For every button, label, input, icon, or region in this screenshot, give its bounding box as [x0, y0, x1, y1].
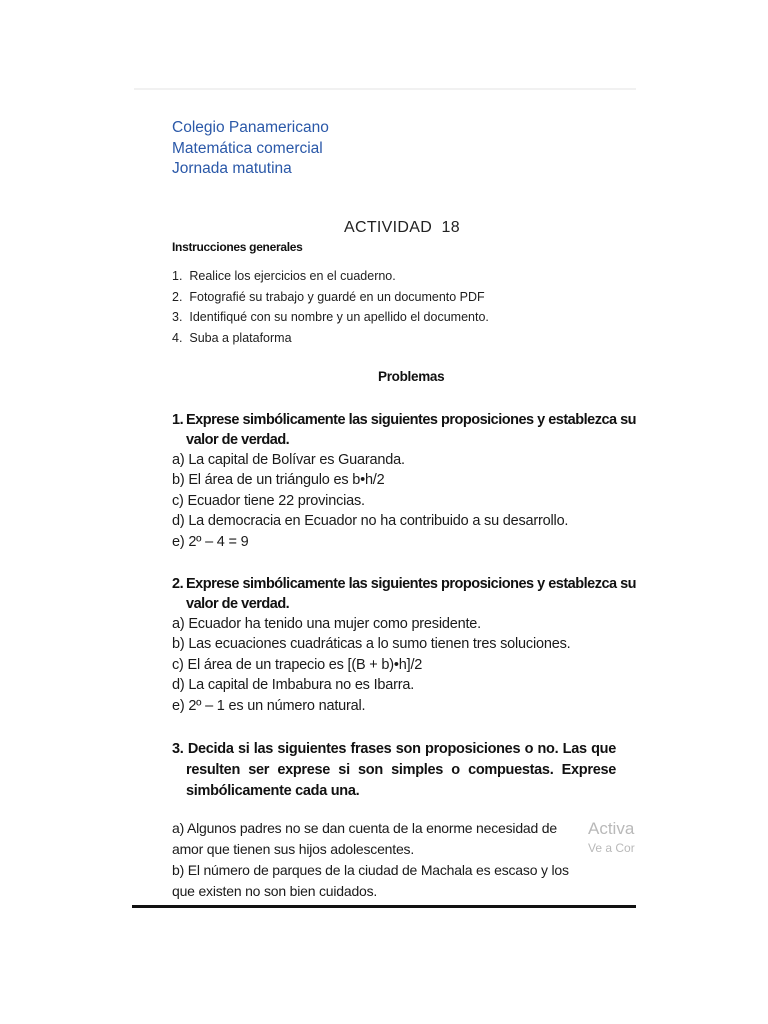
- instructions-list: [172, 266, 489, 348]
- question-2-title-line2: valor de verdad.: [186, 596, 290, 612]
- question-1-items: [172, 450, 616, 552]
- question-1-number: 1.: [172, 412, 184, 428]
- question-3-title: [172, 739, 616, 802]
- question-2-title: [172, 574, 637, 614]
- list-item: a) Ecuador ha tenido una mujer como presidente.: [172, 616, 481, 632]
- question-3-items: [172, 818, 582, 902]
- question-2: [172, 574, 637, 716]
- page-bottom-rule: [132, 905, 636, 908]
- list-item: amor que tienen sus hijos adolescentes.: [172, 841, 415, 857]
- question-3-title-line3: simbólicamente cada una.: [186, 783, 360, 799]
- document-page: [134, 88, 636, 910]
- page-top-edge: [134, 88, 636, 90]
- list-item: c) El área de un trapecio es [(B + b)•h]/2: [172, 656, 423, 673]
- question-2-number: 2.: [172, 576, 184, 592]
- instructions-heading: Instrucciones generales: [172, 240, 303, 254]
- list-item: b) El número de parques de la ciudad de Machala es escaso y los: [172, 862, 569, 878]
- subject-name: Matemática comercial: [172, 139, 323, 157]
- list-item: b) El área de un triángulo es b•h/2: [172, 472, 385, 489]
- instruction-item: 3. Identifiqué con su nombre y un apellido el documento.: [172, 310, 489, 324]
- watermark-line1: Activa: [588, 819, 635, 838]
- list-item: d) La capital de Imbabura no es Ibarra.: [172, 677, 415, 694]
- watermark-line2: Ve a Cor: [588, 841, 635, 855]
- list-item: b) Las ecuaciones cuadráticas a lo sumo tienen tres soluciones.: [172, 636, 571, 653]
- activation-watermark: [588, 818, 635, 856]
- list-item: c) Ecuador tiene 22 provincias.: [172, 492, 365, 509]
- school-header: [172, 118, 329, 180]
- problems-heading: Problemas: [378, 369, 445, 384]
- question-3-title-line2: resulten ser exprese si son simples o compuestas. Exprese: [186, 762, 616, 778]
- instruction-item: 1. Realice los ejercicios en el cuaderno.: [172, 269, 396, 283]
- question-3: [172, 739, 616, 802]
- question-2-items: [172, 614, 616, 716]
- question-3-title-line1: 3. Decida si las siguientes frases son proposiciones o no. Las que: [172, 741, 616, 757]
- list-item: a) Algunos padres no se dan cuenta de la enorme necesidad de: [172, 820, 557, 836]
- list-item: e) 2º – 1 es un número natural.: [172, 697, 366, 714]
- school-name: Colegio Panamericano: [172, 119, 329, 136]
- question-1-title-line2: valor de verdad.: [186, 432, 290, 448]
- list-item: d) La democracia en Ecuador no ha contribuido a su desarrollo.: [172, 513, 569, 530]
- instruction-item: 4. Suba a plataforma: [172, 330, 292, 345]
- question-1: [172, 410, 637, 552]
- question-1-title: [172, 410, 637, 450]
- shift-name: Jornada matutina: [172, 160, 292, 177]
- list-item: a) La capital de Bolívar es Guaranda.: [172, 452, 405, 468]
- activity-title: ACTIVIDAD 18: [344, 219, 460, 236]
- question-2-title-line1: Exprese simbólicamente las siguientes proposiciones y establezca su: [186, 576, 637, 592]
- instruction-item: 2. Fotografié su trabajo y guardé en un documento PDF: [172, 289, 485, 304]
- question-1-title-line1: Exprese simbólicamente las siguientes proposiciones y establezca su: [186, 412, 637, 428]
- list-item: que existen no son bien cuidados.: [172, 883, 378, 899]
- list-item: e) 2º – 4 = 9: [172, 533, 249, 550]
